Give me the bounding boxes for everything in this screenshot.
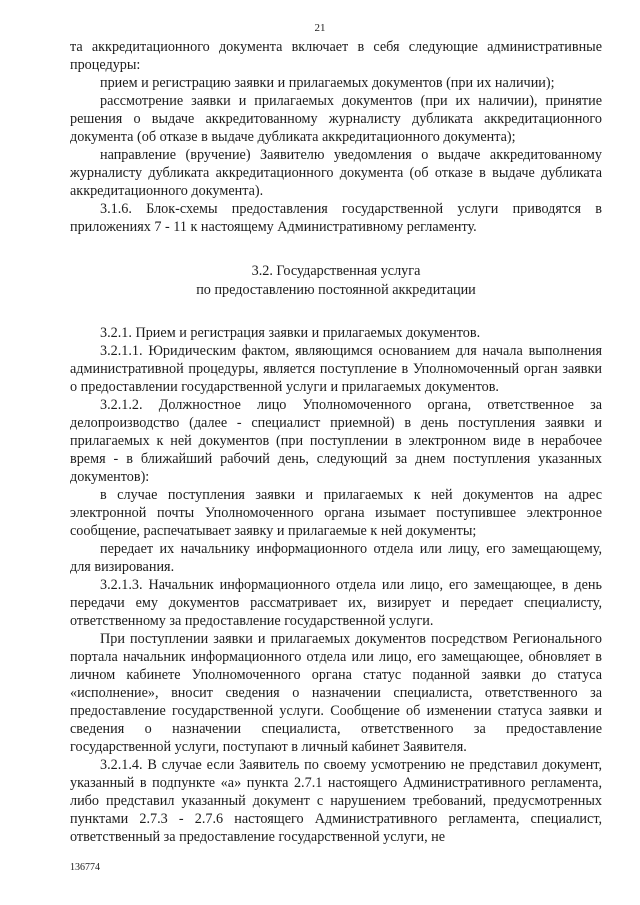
paragraph-3-1-6: 3.1.6. Блок-схемы предоставления государственной услуги приводятся в приложениях 7 - 11 к настоящему Административному регламенту.	[70, 201, 602, 235]
paragraph-3-2-1-2: 3.2.1.2. Должностное лицо Уполномоченного органа, ответственное за делопроизводство (далее - специалист приемной) в день поступления заявки и прилагаемых к ней документов (при поступлении в электронном виде в нерабочее время - в ближайший рабочий день, следующий за днем поступления указанных документов):	[70, 397, 602, 485]
paragraph-3-2-1-4: 3.2.1.4. В случае если Заявитель по своему усмотрению не представил документ, указанный в подпункте «а» пункта 2.7.1 настоящего Административного регламента, либо представил указанный документ с нарушением требований, предусмотренных пунктами 2.7.3 - 2.7.6 настоящего Административного регламента, специалист, ответственный за предоставление государственной услуги, не	[70, 757, 602, 845]
page-number: 21	[314, 22, 326, 34]
list-item-procedure-1: прием и регистрацию заявки и прилагаемых документов (при их наличии);	[100, 75, 555, 91]
list-item-procedure-2: рассмотрение заявки и прилагаемых документов (при их наличии), принятие решения о выдаче аккредитованному журналисту дубликата аккредитационного документа (об отказе в выдаче дубликата аккредитационного документа);	[70, 93, 602, 145]
list-item-handover: передает их начальнику информационного отдела или лицу, его замещающему, для визирования.	[70, 541, 602, 575]
footer-document-code: 136774	[70, 862, 100, 873]
section-title-line-1: 3.2. Государственная услуга	[251, 263, 421, 279]
section-heading	[70, 262, 602, 300]
paragraph-continuation: та аккредитационного документа включает в себя следующие административные процедуры:	[70, 39, 602, 73]
paragraph-3-2-1: 3.2.1. Прием и регистрация заявки и прилагаемых документов.	[100, 325, 481, 341]
paragraph-3-2-1-3: 3.2.1.3. Начальник информационного отдела или лицо, его замещающее, в день передачи ему документов рассматривает их, визирует и передает специалисту, ответственному за предоставление государственной услуги.	[70, 577, 602, 629]
document-body	[70, 38, 602, 846]
paragraph-3-2-1-1: 3.2.1.1. Юридическим фактом, являющимся основанием для начала выполнения административной процедуры, является поступление в Уполномоченный орган заявки о предоставлении государственной услуги и прилагаемых документов.	[70, 343, 602, 395]
section-title-line-2: по предоставлению постоянной аккредитации	[196, 282, 476, 298]
list-item-procedure-3: направление (вручение) Заявителю уведомления о выдаче аккредитованному журналисту дубликата аккредитационного документа (об отказе в выдаче дубликата аккредитационного документа).	[70, 147, 602, 199]
paragraph-regional-portal: При поступлении заявки и прилагаемых документов посредством Регионального портала начальник информационного отдела или лицо, его замещающее, обновляет в личном кабинете Уполномоченного органа статус поданной заявки до статуса «исполнение», вносит сведения о назначении специалиста, ответственного за предоставление государственной услуги. Сообщение об изменении статуса заявки и сведения о назначении специалиста, ответственного за предоставление государственной услуги, поступают в личный кабинет Заявителя.	[70, 631, 602, 755]
list-item-email-intake: в случае поступления заявки и прилагаемых к ней документов на адрес электронной почты Уполномоченного органа изымает поступившее электронное сообщение, распечатывает заявку и прилагаемые к ней документы;	[70, 487, 602, 539]
